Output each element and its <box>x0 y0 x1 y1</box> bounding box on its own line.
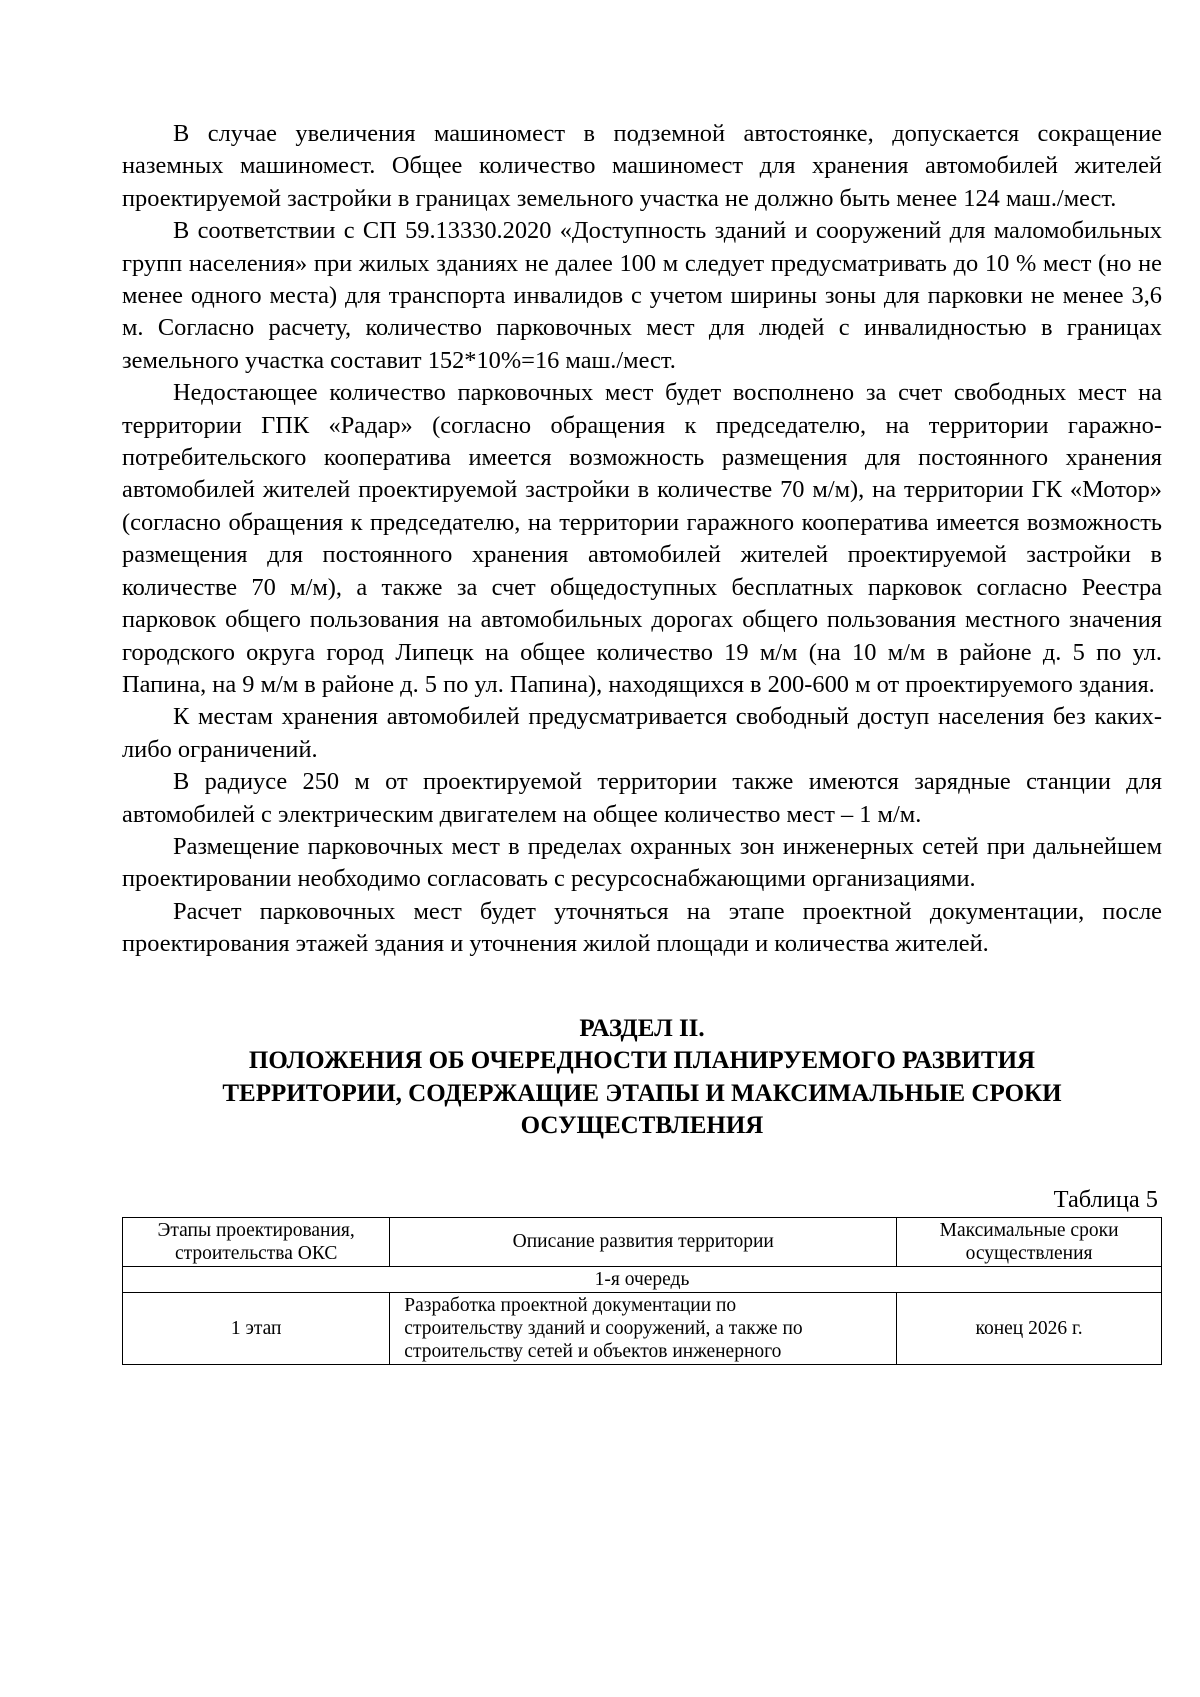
stage-cell: 1 этап <box>123 1292 390 1364</box>
section-title-line-2: ТЕРРИТОРИИ, СОДЕРЖАЩИЕ ЭТАПЫ И МАКСИМАЛЬНЫЕ СРОКИ <box>222 1079 1062 1107</box>
stages-table <box>122 1217 1162 1365</box>
paragraph-underground-parking: В случае увеличения машиномест в подземной автостоянке, допускается сокращение наземных машиномест. Общее количество машиномест для хранения автомобилей жителей проектируемой застройки в границах земельного участка не должно быть менее 124 маш./мест. <box>122 120 1162 212</box>
section-title-line-3: ОСУЩЕСТВЛЕНИЯ <box>520 1112 764 1140</box>
header-deadline: Максимальные сроки осуществления <box>897 1217 1162 1266</box>
deadline-cell: конец 2026 г. <box>897 1292 1162 1364</box>
section-title-line-1: ПОЛОЖЕНИЯ ОБ ОЧЕРЕДНОСТИ ПЛАНИРУЕМОГО РАЗВИТИЯ <box>248 1047 1036 1075</box>
paragraph-calculation-note: Расчет парковочных мест будет уточняться на этапе проектной документации, после проектирования этажей здания и уточнения жилой площади и количества жителей. <box>122 897 1162 958</box>
paragraph-utility-zones: Размещение парковочных мест в пределах охранных зон инженерных сетей при дальнейшем проектировании необходимо согласовать с ресурсоснабжающими организациями. <box>122 832 1162 893</box>
document-page <box>122 118 1162 1365</box>
header-description: Описание развития территории <box>390 1217 897 1266</box>
paragraph-free-access: К местам хранения автомобилей предусматривается свободный доступ населения без каких-либо ограничений. <box>122 703 1162 763</box>
table-caption: Таблица 5 <box>1053 1185 1158 1213</box>
paragraph-charging-stations: В радиусе 250 м от проектируемой территории также имеются зарядные станции для автомобилей с электрическим двигателем на общее количество мест – 1 м/м. <box>122 768 1162 828</box>
section-heading <box>122 1013 1162 1143</box>
table-row <box>123 1292 1162 1364</box>
table-header-row <box>123 1217 1162 1266</box>
table-queue-row <box>123 1266 1162 1292</box>
header-stages: Этапы проектирования, строительства ОКС <box>123 1217 390 1266</box>
paragraph-missing-spaces: Недостающее количество парковочных мест будет восполнено за счет свободных мест на территории ГПК «Радар» (согласно обращения к председателю, на территории гаражно-потребительского кооператива имеется возможность размещения для постоянного хранения автомобилей жителей проектируемой застройки в количестве 70 м/м), на территории ГК «Мотор» (согласно обращения к председателю, на территории гаражного кооператива имеется возможность размещения для постоянного хранения автомобилей жителей проектируемой застройки в количестве 70 м/м), а также за счет общедоступных бесплатных парковок согласно Реестра парковок общего пользования на автомобильных дорогах общего пользования местного значения городского округа город Липецк на общее количество 19 м/м (на 10 м/м в районе д. 5 по ул. Папина, на 9 м/м в районе д. 5 по ул. Папина), находящихся в 200-600 м от проектируемого здания. <box>122 379 1162 698</box>
queue-label: 1-я очередь <box>123 1266 1162 1292</box>
description-cell: Разработка проектной документации по строительству зданий и сооружений, а также по строительству сетей и объектов инженерного <box>390 1292 897 1364</box>
section-number: РАЗДЕЛ II. <box>579 1014 705 1042</box>
paragraph-accessibility: В соответствии с СП 59.13330.2020 «Доступность зданий и сооружений для маломобильных групп населения» при жилых зданиях не далее 100 м следует предусматривать до 10 % мест (но не менее одного места) для транспорта инвалидов с учетом ширины зоны для парковки не менее 3,6 м. Согласно расчету, количество парковочных мест для людей с инвалидностью в границах земельного участка составит 152*10%=16 маш./мест. <box>122 217 1162 374</box>
